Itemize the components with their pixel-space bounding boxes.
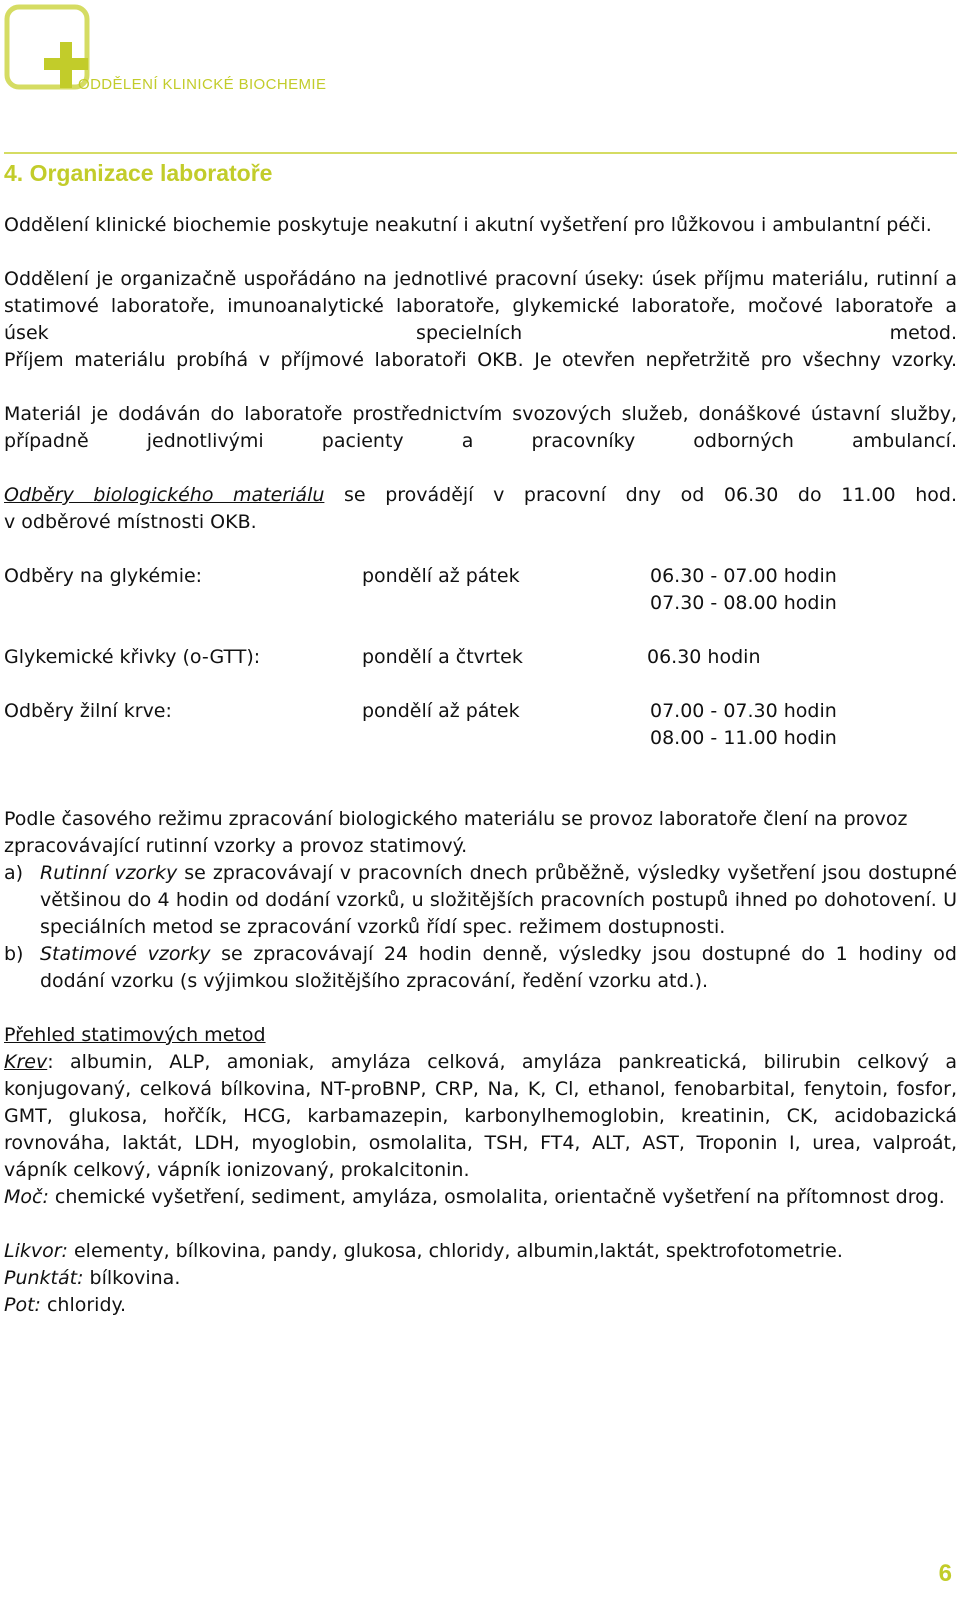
schedule-days: pondělí až pátek [362, 565, 520, 587]
statim-csf [4, 1238, 957, 1265]
csf-label: Likvor: [4, 1240, 68, 1262]
statim-term: Statimové vzorky [40, 943, 211, 965]
schedule-times [647, 644, 760, 671]
schedule-time: 08.00 - 11.00 hodin [650, 727, 837, 749]
logo-text: ODDĚLENÍ KLINICKÉ BIOCHEMIE [78, 76, 327, 93]
collection-place: v odběrové místnosti OKB. [4, 511, 257, 533]
schedule-row [4, 698, 944, 779]
urine-methods: chemické vyšetření, sediment, amyláza, osmolalita, orientačně vyšetření na přítomnost drog. [48, 1186, 945, 1208]
blood-label: Krev [4, 1051, 48, 1073]
schedule-times [650, 563, 837, 617]
statim-sweat [4, 1292, 957, 1319]
blood-methods: : albumin, ALP, amoniak, amyláza celková, amyláza pankreatická, bilirubin celkový a konjugovaný, celková bílkovina, NT-proBNP, CRP, Na, K, Cl, ethanol, fenobarbital, fenytoin, fosfor, GMT, glukosa, hořčík, HCG, karbamazepin, karbonylhemoglobin, kreatinin, CK, acidobazická rovnováha, laktát, LDH, myoglobin, osmolalita, TSH, FT4, ALT, AST, Troponin I, urea, valproát, vápník celkový, vápník ionizovaný, prokalcitonin. [4, 1051, 957, 1181]
statim-blood [4, 1049, 957, 1184]
collection-text: se provádějí v pracovní dny od 06.30 do 11.00 hod. [324, 484, 957, 506]
section-heading: 4. Organizace laboratoře [4, 160, 273, 186]
statim-urine [4, 1184, 957, 1211]
schedule-label: Glykemické křivky (o-GTT): [4, 646, 261, 668]
schedule-time: 07.30 - 08.00 hodin [650, 592, 837, 614]
schedule-label: Odběry na glykémie: [4, 565, 203, 587]
collection-link[interactable]: Odběry biologického materiálu [4, 484, 325, 506]
list-item [4, 941, 957, 995]
schedule-days: pondělí a čtvrtek [362, 646, 523, 668]
processing-list [4, 860, 957, 995]
list-marker: a) [4, 862, 24, 884]
header-divider [4, 152, 957, 154]
page-number: 6 [938, 1560, 952, 1587]
processing-intro: Podle časového režimu zpracování biologického materiálu se provoz laboratoře člení na provoz zpracovávající rutinní vzorky a provoz statimový. [4, 808, 908, 857]
routine-text: se zpracovávají v pracovních dnech průběžně, výsledky vyšetření jsou dostupné většinou do 4 hodin od dodání vzorků, u složitějších pracovních postupů ihned po dohotovení. U speciálních metod se zpracování vzorků řídí spec. režimem dostupnosti. [40, 862, 957, 938]
schedule-days: pondělí až pátek [362, 700, 520, 722]
list-item [4, 860, 957, 941]
paragraph-intro: Oddělení klinické biochemie poskytuje neakutní i akutní vyšetření pro lůžkovou i ambulantní péči. [4, 214, 932, 236]
schedule-row [4, 644, 944, 698]
statim-text: se zpracovávají 24 hodin denně, výsledky jsou dostupné do 1 hodiny od dodání vzorku (s výjimkou složitějšího zpracování, ředění vzorku atd.). [40, 943, 957, 992]
sweat-label: Pot: [4, 1294, 41, 1316]
punctate-methods: bílkovina. [83, 1267, 181, 1289]
schedule-label: Odběry žilní krve: [4, 700, 172, 722]
list-marker: b) [4, 943, 24, 965]
urine-label: Moč: [4, 1186, 49, 1208]
paragraph-delivery: Materiál je dodáván do laboratoře prostřednictvím svozových služeb, donáškové ústavní služby, případně jednotlivými pacienty a pracovníky odborných ambulancí. [4, 403, 957, 452]
schedule-times [650, 698, 837, 752]
sweat-methods: chloridy. [40, 1294, 127, 1316]
schedule-time: 07.00 - 07.30 hodin [650, 700, 837, 722]
paragraph-reception: Příjem materiálu probíhá v příjmové laboratoři OKB. Je otevřen nepřetržitě pro všechny vzorky. [4, 349, 957, 371]
routine-term: Rutinní vzorky [40, 862, 178, 884]
collection-paragraph [4, 482, 957, 509]
schedule-row [4, 563, 944, 644]
paragraph-organization: Oddělení je organizačně uspořádáno na jednotlivé pracovní úseky: úsek příjmu materiálu, rutinní a statimové laboratoře, imunoanalytické laboratoře, glykemické laboratoře, močové laboratoře a úsek specielních metod. [4, 268, 957, 344]
collection-schedule [4, 563, 944, 779]
punctate-label: Punktát: [4, 1267, 84, 1289]
schedule-time: 06.30 - 07.00 hodin [650, 565, 837, 587]
csf-methods: elementy, bílkovina, pandy, glukosa, chloridy, albumin,laktát, spektrofotometrie. [67, 1240, 843, 1262]
statim-punctate [4, 1265, 957, 1292]
statim-heading: Přehled statimových metod [4, 1024, 266, 1046]
schedule-time: 06.30 hodin [647, 646, 761, 668]
